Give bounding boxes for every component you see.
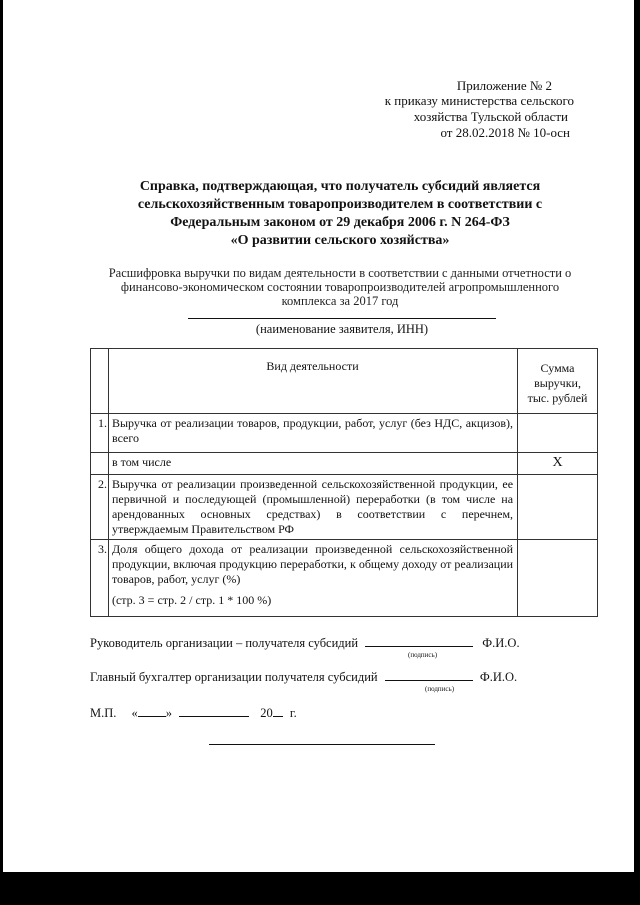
row-num: 1. xyxy=(91,414,109,453)
row-value: Х xyxy=(518,453,598,475)
head-label: Руководитель организации – получателя субсидий xyxy=(90,636,359,650)
accountant-fio: Ф.И.О. xyxy=(479,670,518,684)
header-activity: Вид деятельности xyxy=(108,349,517,414)
head-signature-line xyxy=(90,634,520,651)
header-sum: Сумма выручки, тыс. рублей xyxy=(518,349,598,414)
row-value xyxy=(518,475,598,540)
applicant-name-line xyxy=(188,318,496,319)
appendix-date: от 28.02.2018 № 10-осн xyxy=(440,125,570,140)
row-text: Выручка от реализации товаров, продукции, работ, услуг (без НДС, акцизов), всего xyxy=(108,414,517,453)
row-num: 3. xyxy=(91,540,109,617)
date-day-field[interactable] xyxy=(138,704,166,717)
applicant-caption: (наименование заявителя, ИНН) xyxy=(255,322,429,336)
table-row xyxy=(91,540,598,617)
table-row xyxy=(91,453,598,475)
row-num xyxy=(91,453,109,475)
row-text: Доля общего дохода от реализации произведенной сельскохозяйственной продукции, включая продукцию переработки, к общему доходу от реализации товаров, работ, услуг (%) xyxy=(111,542,514,586)
head-sign-caption: (подпись) xyxy=(408,651,438,659)
bottom-signature-line xyxy=(209,744,435,745)
row-num: 2. xyxy=(91,475,109,540)
stamp-date-line: М.П. « » 20 г. xyxy=(90,706,297,720)
appendix-number: Приложение № 2 xyxy=(456,78,552,93)
row-text: в том числе xyxy=(108,453,517,475)
accountant-signature-line xyxy=(90,668,517,685)
head-fio: Ф.И.О. xyxy=(482,636,520,650)
stamp-label: М.П. xyxy=(90,706,117,720)
document-subtitle: Расшифровка выручки по видам деятельности в соответствии с данными отчетности о финансово-экономическом состоянии товаропроизводителей агропромышленного комплекса за 2017 год xyxy=(108,266,572,308)
accountant-signature-field[interactable] xyxy=(385,668,473,681)
row-value xyxy=(518,414,598,453)
document-title: Справка, подтверждающая, что получатель субсидий является сельскохозяйственным товаропроизводителем в соответствии с Федеральным законом от 29 декабря 2006 г. N 264-ФЗ «О развитии сельского хозяйства» xyxy=(137,179,543,248)
row-formula: (стр. 3 = стр. 2 / стр. 1 * 100 %) xyxy=(111,593,272,607)
row-value xyxy=(518,540,598,617)
row-text-cell xyxy=(108,540,517,617)
table-row xyxy=(91,475,598,540)
table-row xyxy=(91,414,598,453)
accountant-sign-caption: (подпись) xyxy=(425,685,455,693)
row-text: Выручка от реализации произведенной сельскохозяйственной продукции, ее первичной и последующей (промышленной) переработки (в том числе на арендованных основных средствах) в соответствии с перечнем, утверждаемым Правительством РФ xyxy=(108,475,517,540)
appendix-order-ref: к приказу министерства сельского xyxy=(384,93,574,108)
accountant-label: Главный бухгалтер организации получателя субсидий xyxy=(90,670,378,684)
header-num-cell xyxy=(91,349,109,414)
head-signature-field[interactable] xyxy=(365,634,473,647)
revenue-table xyxy=(90,348,598,617)
table-header-row xyxy=(91,349,598,414)
appendix-ministry: хозяйства Тульской области xyxy=(413,109,568,124)
date-year-field[interactable] xyxy=(273,704,283,717)
date-month-field[interactable] xyxy=(179,704,249,717)
